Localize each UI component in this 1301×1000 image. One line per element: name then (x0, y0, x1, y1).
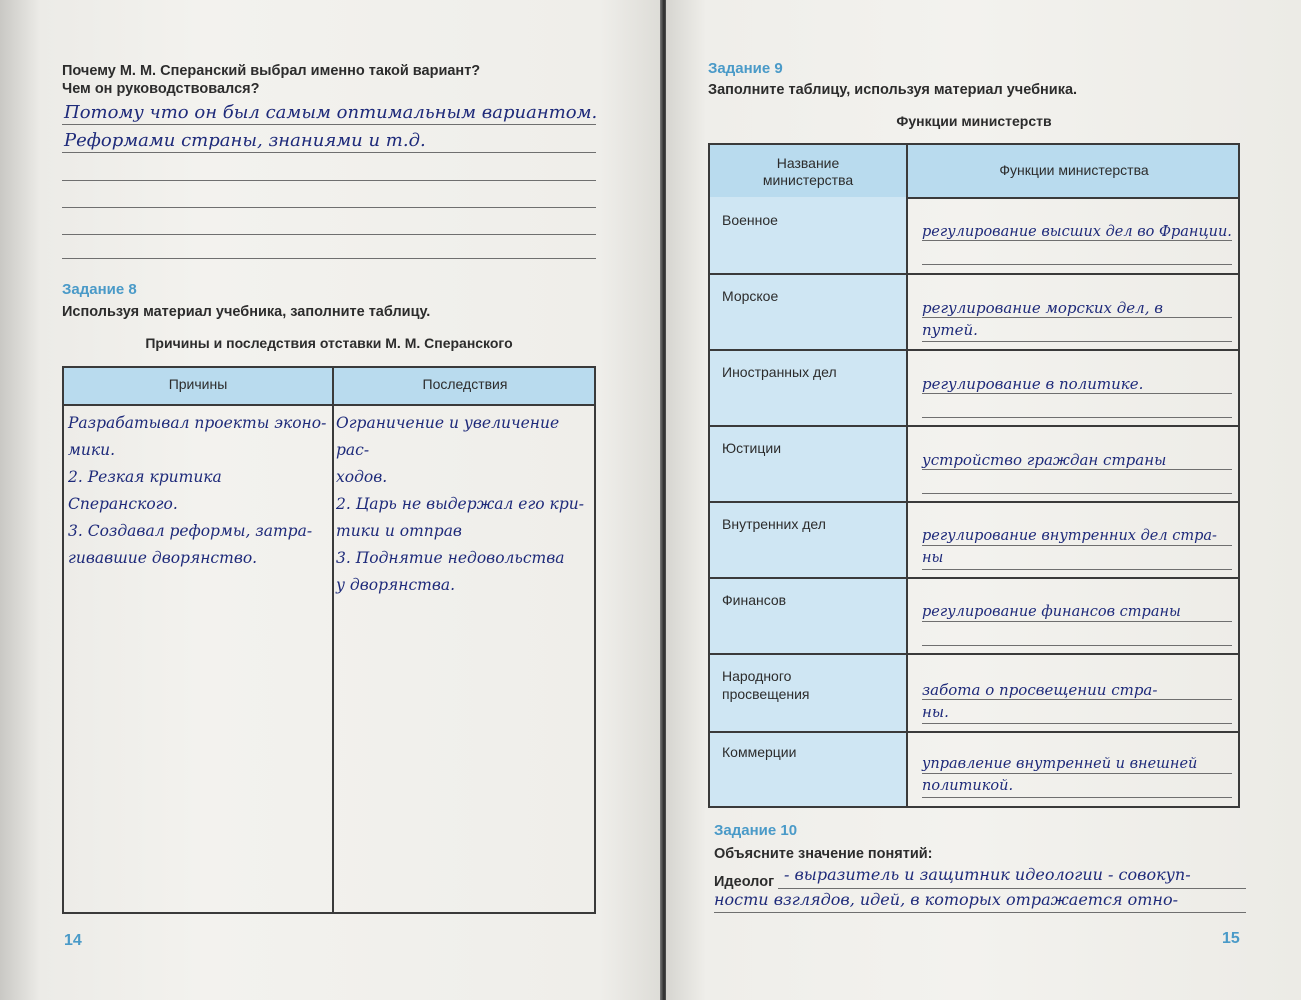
task-9-instruction: Заполните таблицу, используя материал учебника. (708, 82, 1078, 98)
header-ministry-functions: Функции министерства (999, 162, 1149, 178)
effect-line: 2. Царь не выдержал его кри- (336, 495, 584, 513)
effect-line: у дворянства. (336, 576, 456, 594)
writing-line (62, 152, 596, 153)
writing-line (922, 264, 1232, 265)
header-name-line-1: Название (776, 155, 840, 171)
ministry-function (922, 679, 1234, 723)
function-line-2: политикой. (922, 778, 1014, 794)
writing-line (922, 417, 1232, 418)
cause-line: мики. (68, 441, 115, 459)
function-line-1: устройство граждан страны (922, 451, 1167, 469)
cause-line: 3. Создавал реформы, затра- (68, 522, 313, 540)
function-line-2: путей. (922, 321, 978, 339)
page-number: 15 (1222, 930, 1240, 947)
writing-line (62, 234, 596, 235)
effect-line: тики и отправ (336, 522, 462, 540)
task-10-instruction: Объясните значение понятий: (714, 846, 933, 862)
ministry-function (922, 753, 1234, 797)
ministry-function (922, 297, 1234, 341)
definition-line-1: - выразитель и защитник идеологии - совокуп- (784, 865, 1191, 884)
term-label: Идеолог (714, 874, 775, 890)
ministry-name: Морское (722, 288, 779, 304)
ministry-function (922, 221, 1234, 243)
header-name-line-2: министерства (762, 172, 854, 188)
causes-cell (68, 410, 330, 572)
function-line-1: регулирование финансов страны (922, 604, 1181, 620)
table-header (64, 368, 594, 406)
row-divider (906, 349, 1238, 351)
row-divider (906, 577, 1238, 579)
writing-line (922, 645, 1232, 646)
causes-effects-table (62, 366, 596, 914)
writing-line (714, 912, 1246, 913)
table-header (710, 145, 1238, 199)
writing-line (922, 797, 1232, 798)
page-number: 14 (64, 932, 82, 949)
function-line-2: ны (922, 550, 944, 566)
handwritten-answer-line-1: Потому что он был самым оптимальным вариантом. (64, 102, 598, 123)
column-divider (332, 368, 334, 912)
right-page (666, 0, 1301, 1000)
writing-line (62, 258, 596, 259)
writing-line (922, 493, 1232, 494)
question-line-2: Чем он руководствовался? (62, 81, 260, 97)
function-line-2: ны. (922, 703, 949, 721)
writing-line (62, 207, 596, 208)
ministry-function (922, 373, 1234, 395)
handwritten-answer-line-2: Реформами страны, знаниями и т.д. (64, 130, 426, 151)
ministry-name: Военное (722, 212, 778, 228)
ministry-function (922, 449, 1234, 471)
ministry-function (922, 525, 1234, 569)
header-ministry-name (710, 155, 906, 189)
question-line-1: Почему М. М. Сперанский выбрал именно такой вариант? (62, 63, 481, 79)
column-divider (906, 145, 908, 806)
definition-line-2: ности взглядов, идей, в которых отражается отно- (714, 890, 1178, 909)
ministry-name: Иностранных дел (722, 364, 837, 380)
writing-line (62, 124, 596, 125)
writing-line (922, 341, 1232, 342)
cause-line: Разрабатывал проекты эконо- (68, 414, 327, 432)
ministry-name (722, 667, 810, 703)
effect-line: ходов. (336, 468, 388, 486)
ministry-function (922, 601, 1234, 623)
cause-line: 2. Резкая критика Сперанского. (68, 468, 222, 513)
function-line-1: забота о просвещении стра- (922, 681, 1158, 699)
function-line-1: регулирование в политике. (922, 375, 1144, 393)
writing-line (62, 180, 596, 181)
function-line-1: регулирование высших дел во Франции. (922, 224, 1232, 240)
task-10-title: Задание 10 (714, 822, 798, 839)
cause-line: гивавшие дворянство. (68, 549, 258, 567)
function-line-1: управление внутренней и внешней (922, 756, 1198, 772)
row-divider (906, 653, 1238, 655)
row-divider (906, 501, 1238, 503)
row-divider (906, 273, 1238, 275)
question-text (62, 62, 480, 98)
task-8-title: Задание 8 (62, 281, 137, 298)
writing-line (922, 723, 1232, 724)
row-divider (906, 731, 1238, 733)
task-8-instruction: Используя материал учебника, заполните таблицу. (62, 304, 431, 320)
ministry-name: Финансов (722, 592, 787, 608)
effect-line: 3. Поднятие недовольства (336, 549, 565, 567)
ministry-name: Юстиции (722, 440, 782, 456)
function-line-1: регулирование морских дел, в (922, 299, 1163, 317)
ministry-name-line-2: просвещения (722, 686, 810, 702)
table-title: Функции министерств (896, 113, 1052, 129)
ministry-name-line-1: Народного (722, 668, 792, 684)
ministry-name: Внутренних дел (722, 516, 826, 532)
writing-line (922, 569, 1232, 570)
effect-line: Ограничение и увеличение рас- (336, 414, 560, 459)
table-title: Причины и последствия отставки М. М. Сперанского (145, 335, 513, 351)
row-divider (906, 425, 1238, 427)
ministry-name: Коммерции (722, 744, 797, 760)
task-9-title: Задание 9 (708, 60, 783, 77)
name-cell-bg (710, 197, 906, 275)
effects-cell (336, 410, 594, 599)
header-effects: Последствия (422, 376, 508, 392)
header-causes: Причины (168, 376, 228, 392)
function-line-1: регулирование внутренних дел стра- (922, 528, 1217, 544)
ministries-table (708, 143, 1240, 808)
